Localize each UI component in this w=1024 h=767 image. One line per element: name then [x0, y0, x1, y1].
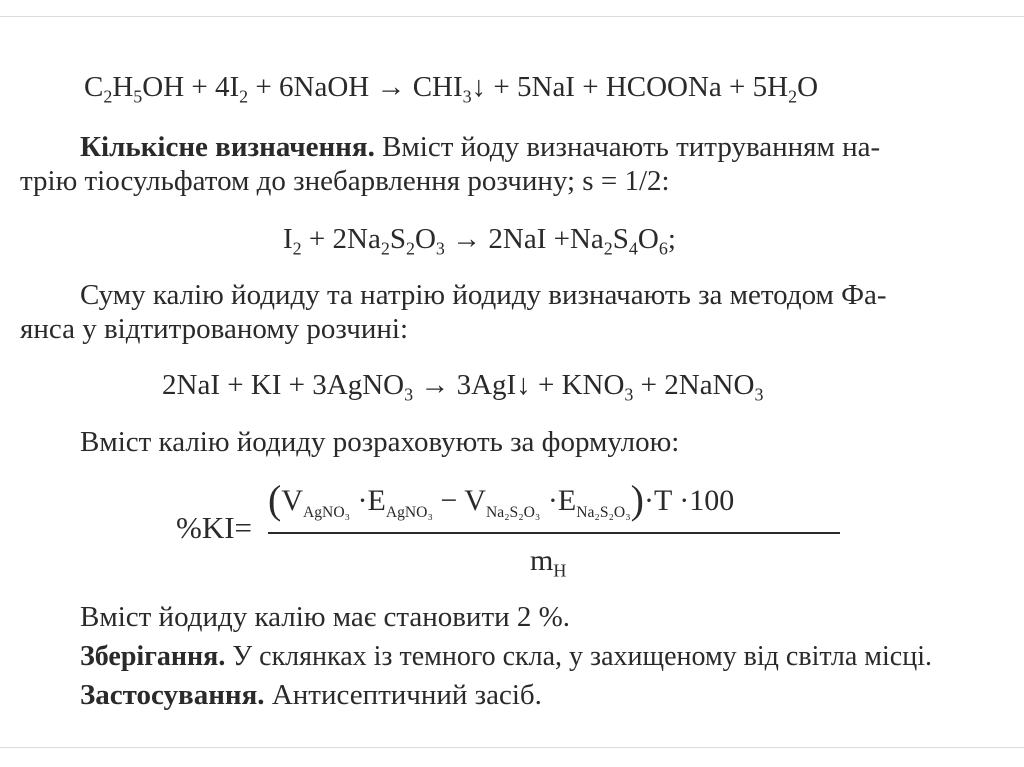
content-requirement: Вміст йодиду калію має становити 2 %. [80, 601, 571, 633]
formula-lhs: %KI= [176, 510, 253, 545]
quantitative-paragraph [20, 130, 980, 198]
application-text: Антисептичний засіб. [264, 679, 542, 711]
equation-iodoform: $C_2H_5OH + 4I_2$ + 6NaOH → $CHI_3↓ + 5NaI$ + HCOONa + $5H_2O$ [84, 71, 819, 107]
storage-text: У склянках із темного скла, у захищеному від світла місці. [225, 641, 932, 672]
ki-formula [176, 476, 856, 596]
equation-silver-nitrate: 2NaI + KI + 3AgNO$_3$ → 3AgI↓ + $KNO_3$ + 2NaNO$_3$ [162, 369, 764, 405]
application-paragraph [80, 678, 980, 712]
fraction-bar [268, 532, 840, 534]
fajans-text-line1: Суму калію йодиду та натрію йодиду визначають за методом Фа- [80, 279, 887, 311]
storage-paragraph [80, 640, 980, 674]
bottom-border [0, 747, 1024, 748]
equation-thiosulfate: $I_2 + 2Na_2S_2O_3 \to 2NaI +Na_2S_4O_6$; [283, 223, 676, 259]
formula-numerator: $(V_{AgNO_3} \cdot E_{AgNO_3} - V_{Na_2S_2O_3} \cdot E_{Na_2S_2O_3})\cdot T \cdot 100$ [268, 477, 735, 522]
quantitative-heading: Кількісне визначення. [80, 131, 375, 163]
application-heading: Застосування. [80, 679, 265, 711]
formula-intro: Вміст калію йодиду розраховують за формулою: [80, 426, 680, 458]
fajans-paragraph [20, 278, 980, 346]
quantitative-text-line2: трію тіосульфатом до знебарвлення розчину; s = 1/2: [20, 165, 670, 197]
formula-denominator: $m_H$ [530, 544, 567, 581]
storage-heading: Зберігання. [80, 641, 226, 672]
fajans-text-line2: янса у відтитрованому розчині: [20, 313, 409, 345]
top-border [0, 16, 1024, 17]
quantitative-text-line1: Вміст йоду визначають титруванням на- [374, 131, 881, 163]
